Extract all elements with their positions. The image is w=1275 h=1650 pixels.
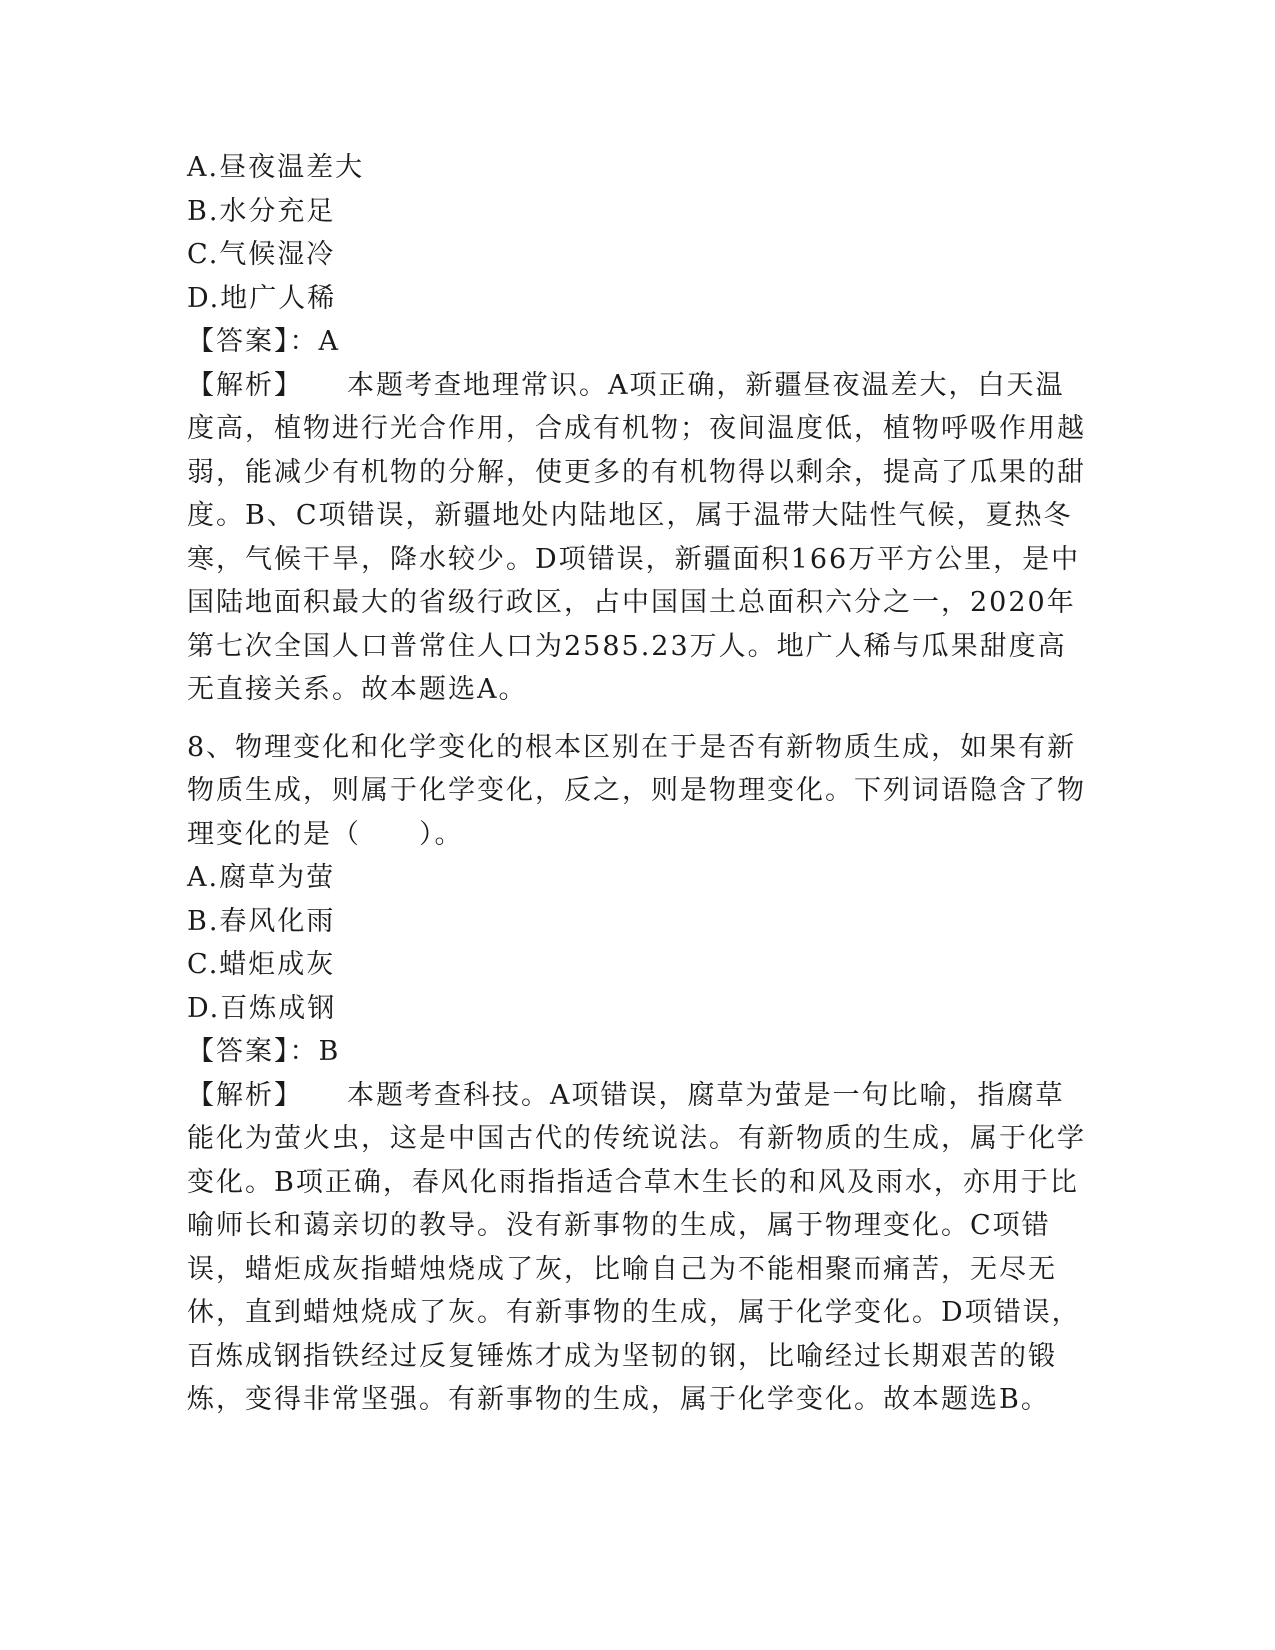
answer-label: 【答案】： bbox=[187, 1036, 319, 1067]
option-d: D.地广人稀 bbox=[187, 282, 337, 314]
analysis-text: 本题考查地理常识。A项正确，新疆昼夜温差大，白天温度高，植物进行光合作用，合成有机物；夜间温度低，植物呼吸作用越弱，能减少有机物的分解，使更多的有机物得以剩余，提高了瓜果的甜度。B、C项错误，新疆地处内陆地区，属于温带大陆性气候，夏热冬寒，气候干旱，降水较少。D项错误，新疆面积166万平方公里，是中国陆地面积最大的省级行政区，占中国国土总面积六分之一，2020年第七次全国人口普常住人口为2585.23万人。地广人稀与瓜果甜度高无直接关系。故本题选A。 bbox=[187, 369, 1086, 705]
option-a: A.腐草为萤 bbox=[187, 862, 336, 893]
question-7 bbox=[187, 146, 1087, 712]
analysis-label: 【解析】 bbox=[187, 369, 303, 401]
question-8 bbox=[187, 726, 1087, 1422]
question-stem: 8、物理变化和化学变化的根本区别在于是否有新物质生成，如果有新物质生成，则属于化学变化，反之，则是物理变化。下列词语隐含了物理变化的是（ ）。 bbox=[187, 731, 1086, 850]
option-a: A.昼夜温差大 bbox=[187, 152, 365, 183]
answer-label: 【答案】： bbox=[187, 326, 319, 357]
document-page bbox=[187, 146, 1087, 1422]
analysis-label: 【解析】 bbox=[187, 1079, 303, 1111]
answer-value: A bbox=[318, 326, 340, 357]
option-b: B.春风化雨 bbox=[187, 905, 336, 937]
analysis-paragraph bbox=[187, 364, 1087, 712]
analysis-text: 本题考查科技。A项错误，腐草为萤是一句比喻，指腐草能化为萤火虫，这是中国古代的传统说法。有新物质的生成，属于化学变化。B项正确，春风化雨指指适合草木生长的和风及雨水，亦用于比喻师长和蔼亲切的教导。没有新事物的生成，属于物理变化。C项错误，蜡炬成灰指蜡烛烧成了灰，比喻自己为不能相聚而痛苦，无尽无休，直到蜡烛烧成了灰。有新事物的生成，属于化学变化。D项错误，百炼成钢指铁经过反复锤炼才成为坚韧的钢，比喻经过长期艰苦的锻炼，变得非常坚强。有新事物的生成，属于化学变化。故本题选B。 bbox=[187, 1079, 1086, 1415]
answer-line bbox=[187, 1030, 1087, 1074]
option-c: C.气候湿冷 bbox=[187, 239, 336, 270]
option-d: D.百炼成钢 bbox=[187, 992, 337, 1024]
answer-value: B bbox=[318, 1036, 341, 1067]
answer-line bbox=[187, 320, 1087, 364]
option-c: C.蜡炬成灰 bbox=[187, 949, 336, 980]
analysis-paragraph bbox=[187, 1074, 1087, 1422]
option-b: B.水分充足 bbox=[187, 195, 336, 227]
